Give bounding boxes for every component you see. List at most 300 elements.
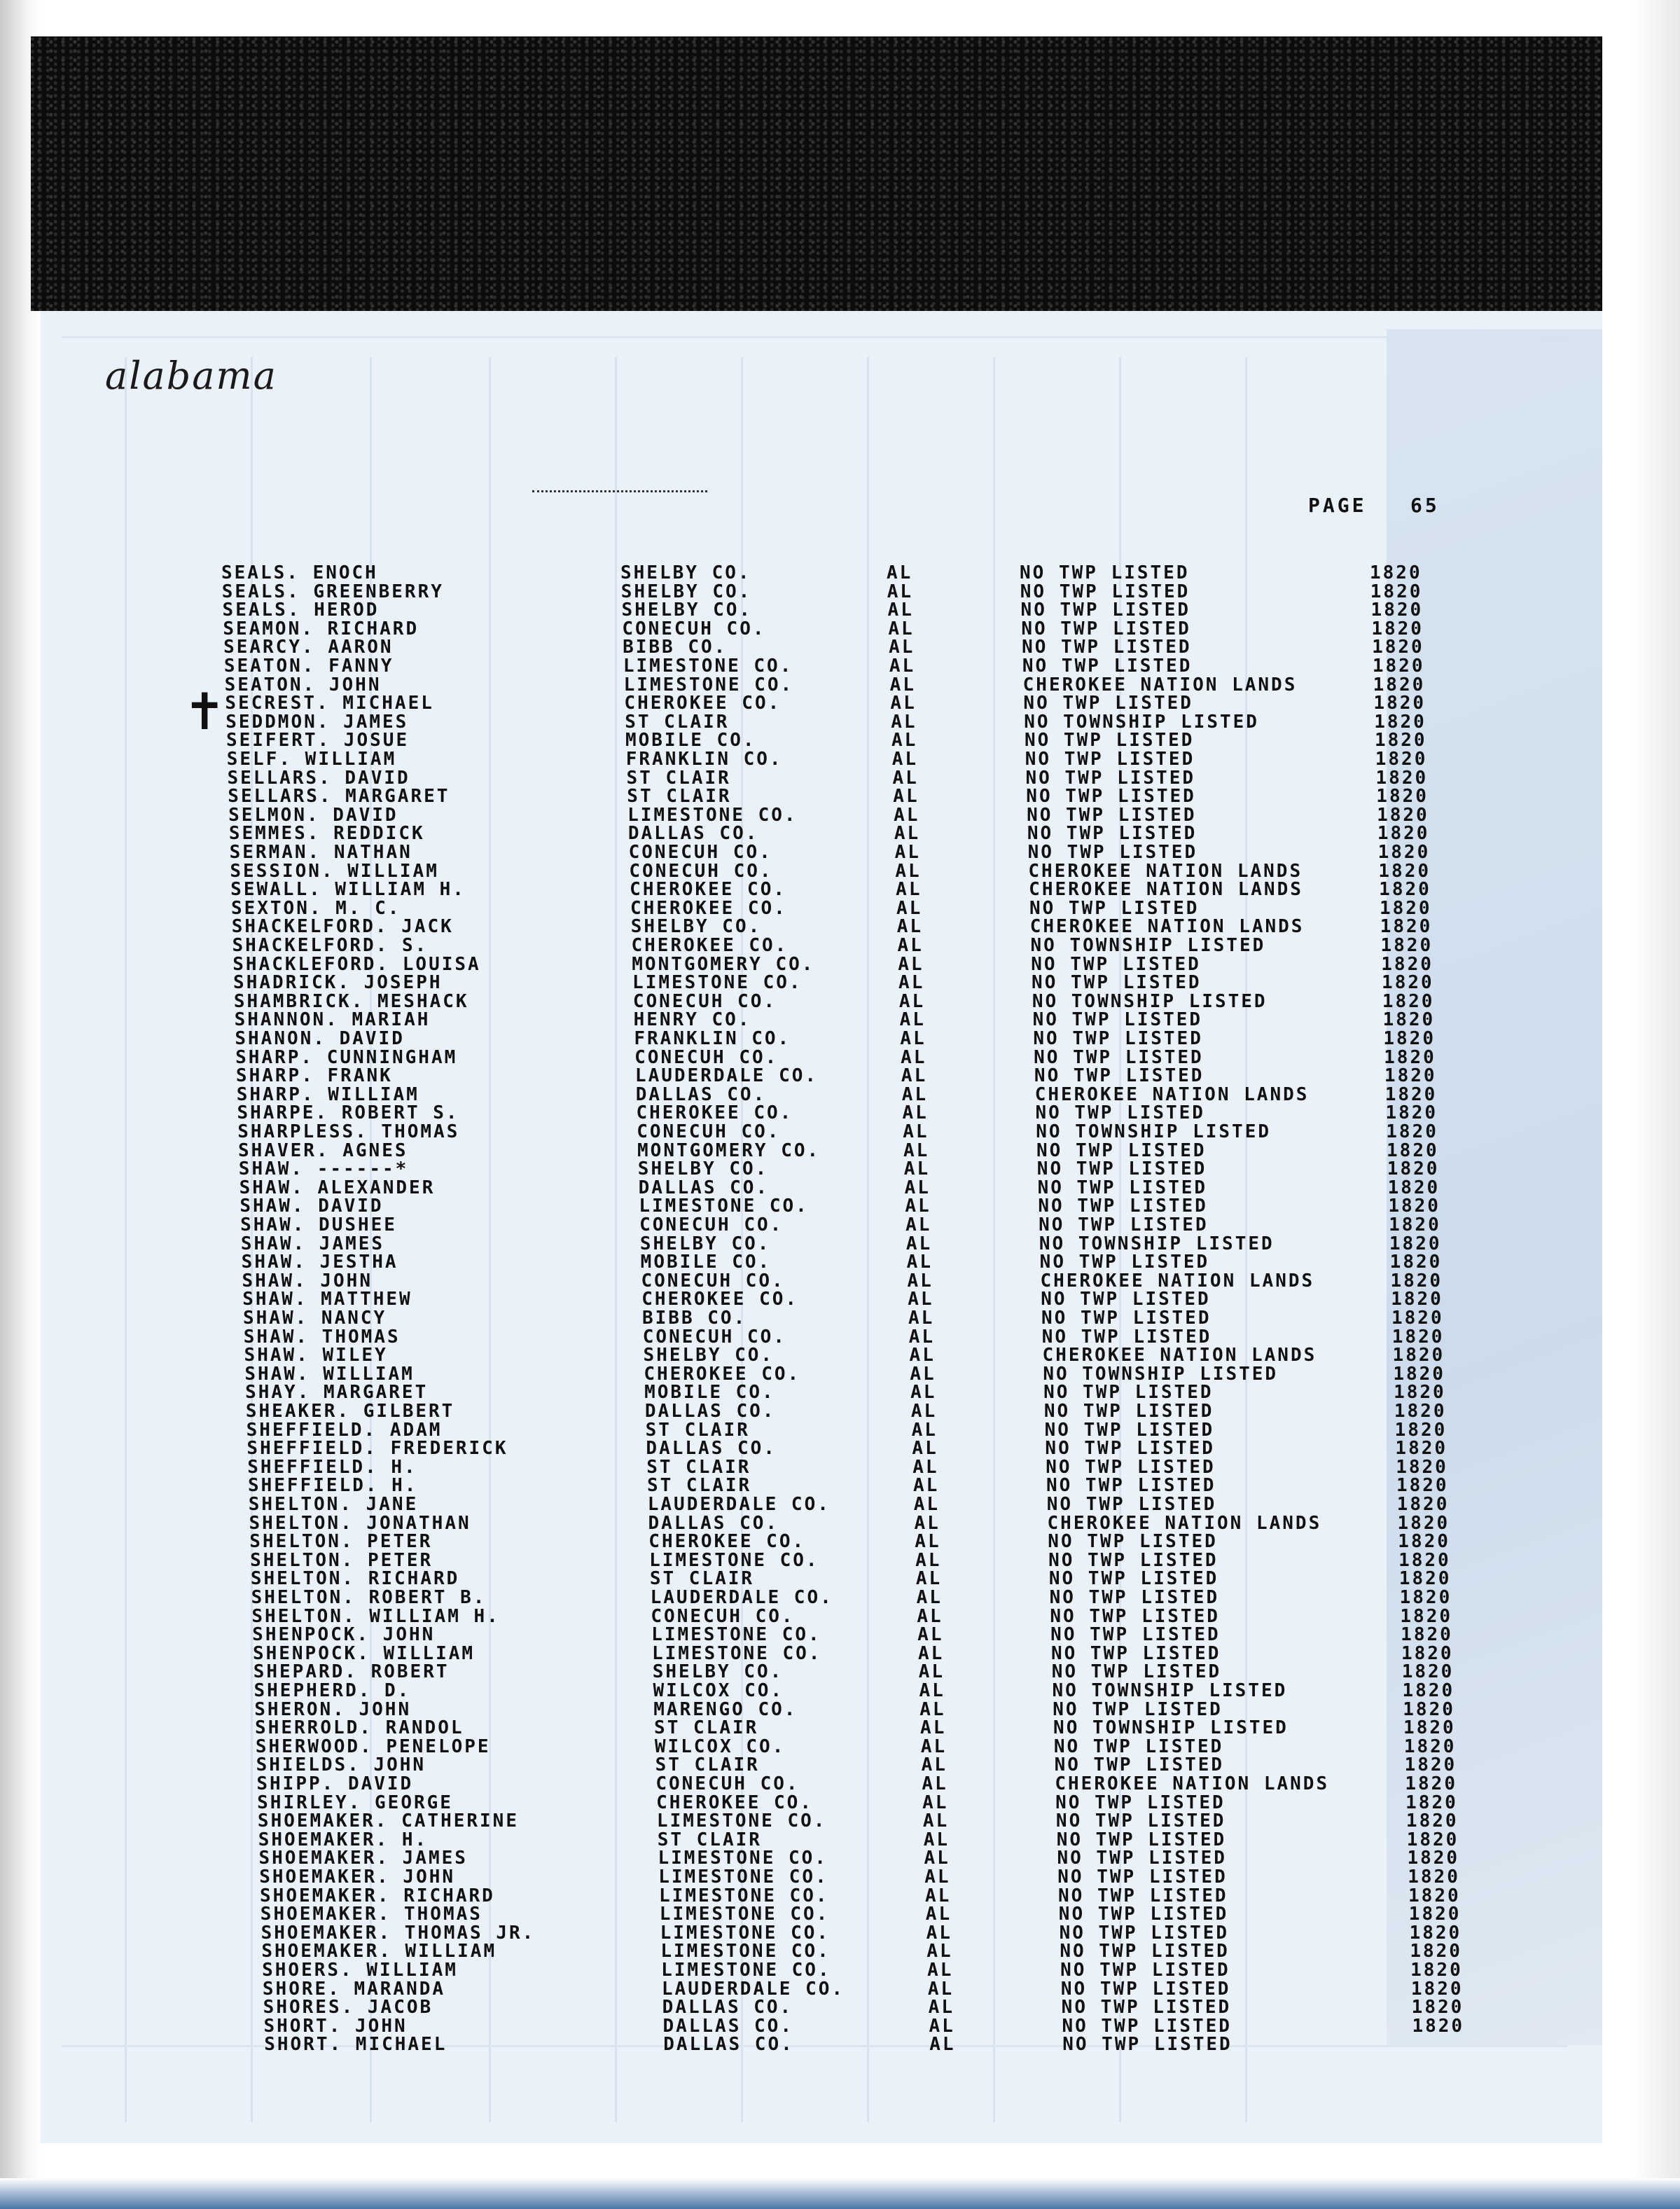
- record-county: CHEROKEE CO.: [644, 1363, 801, 1385]
- record-year: 1820: [1373, 693, 1426, 714]
- record-state: AL: [927, 1960, 954, 1981]
- record-state: AL: [920, 1736, 947, 1757]
- record-name: SEALS. ENOCH: [221, 562, 378, 583]
- record-year: 1820: [1384, 1046, 1436, 1068]
- record-year: 1820: [1377, 804, 1429, 826]
- record-name: SHAW. JAMES: [240, 1233, 385, 1254]
- record-township: CHEROKEE NATION LANDS: [1047, 1512, 1322, 1534]
- record-year: 1820: [1407, 1848, 1460, 1869]
- record-county: DALLAS CO.: [644, 1401, 776, 1422]
- record-state: AL: [898, 953, 924, 975]
- record-year: 1820: [1411, 1997, 1464, 2018]
- record-township: CHEROKEE NATION LANDS: [1040, 1270, 1315, 1292]
- record-name: SHELTON. RICHARD: [250, 1568, 460, 1590]
- record-county: DALLAS CO.: [662, 2015, 793, 2037]
- record-year: 1820: [1382, 1009, 1436, 1031]
- record-year: 1820: [1399, 1587, 1452, 1608]
- record-year: 1820: [1379, 879, 1431, 901]
- record-township: NO TWP LISTED: [1024, 730, 1195, 752]
- record-year: 1820: [1408, 1904, 1462, 1925]
- record-county: LAUDERDALE CO.: [647, 1494, 831, 1515]
- record-name: SHAW. WILEY: [244, 1345, 388, 1366]
- record-year: 1820: [1409, 1922, 1462, 1944]
- record-township: NO TOWNSHIP LISTED: [1043, 1363, 1279, 1385]
- record-township: NO TWP LISTED: [1021, 618, 1191, 639]
- record-township: NO TWP LISTED: [1058, 1885, 1228, 1906]
- record-township: NO TWP LISTED: [1041, 1308, 1212, 1329]
- record-county: LIMESTONE CO.: [623, 656, 793, 677]
- record-name: SHAW. DAVID: [239, 1196, 384, 1217]
- record-township: NO TWP LISTED: [1049, 1587, 1220, 1608]
- ledger-rule: [867, 357, 869, 2122]
- record-name: SHELTON. PETER: [249, 1531, 433, 1553]
- record-state: AL: [923, 1829, 950, 1850]
- record-name: SEIFERT. JOSUE: [225, 730, 410, 752]
- record-state: AL: [901, 1065, 928, 1087]
- record-year: 1820: [1397, 1512, 1450, 1534]
- record-state: AL: [892, 767, 919, 789]
- record-year: 1820: [1385, 1102, 1438, 1124]
- record-county: LIMESTONE CO.: [659, 1904, 830, 1925]
- record-township: NO TWP LISTED: [1020, 562, 1190, 583]
- record-county: ST CLAIR: [654, 1717, 759, 1739]
- record-township: NO TWP LISTED: [1050, 1642, 1221, 1664]
- record-state: AL: [903, 1121, 929, 1142]
- record-name: SHEPARD. ROBERT: [253, 1661, 450, 1683]
- record-township: NO TWP LISTED: [1043, 1401, 1214, 1422]
- record-county: CONECUH CO.: [642, 1326, 786, 1348]
- record-township: NO TWP LISTED: [1036, 1140, 1207, 1161]
- record-county: LIMESTONE CO.: [649, 1549, 819, 1571]
- record-township: NO TWP LISTED: [1020, 600, 1191, 621]
- record-year: 1820: [1394, 1401, 1447, 1422]
- record-county: ST CLAIR: [649, 1568, 755, 1590]
- record-state: AL: [896, 879, 922, 901]
- record-township: NO TWP LISTED: [1055, 1810, 1226, 1832]
- record-township: NO TWP LISTED: [1023, 693, 1193, 714]
- record-county: CHEROKEE CO.: [630, 879, 787, 901]
- record-name: SELLARS. DAVID: [227, 767, 410, 789]
- record-county: LIMESTONE CO.: [661, 1960, 831, 1981]
- record-name: SEAMON. RICHARD: [223, 618, 419, 639]
- record-state: AL: [898, 990, 926, 1012]
- record-township: NO TWP LISTED: [1060, 1941, 1230, 1962]
- record-year: 1820: [1400, 1605, 1453, 1627]
- record-township: NO TWP LISTED: [1027, 804, 1197, 826]
- record-township: NO TWP LISTED: [1027, 842, 1198, 863]
- record-state: AL: [929, 2034, 956, 2056]
- record-township: NO TWP LISTED: [1060, 1960, 1230, 1981]
- record-township: NO TWP LISTED: [1034, 1065, 1205, 1087]
- record-township: NO TWP LISTED: [1046, 1475, 1216, 1497]
- record-township: NO TWP LISTED: [1025, 749, 1195, 770]
- record-name: SHAW. ALEXANDER: [239, 1177, 436, 1198]
- record-year: 1820: [1398, 1531, 1450, 1553]
- record-year: 1820: [1408, 1885, 1461, 1906]
- record-township: CHEROKEE NATION LANDS: [1029, 916, 1305, 938]
- record-township: NO TWP LISTED: [1045, 1438, 1215, 1460]
- cross-mark-icon: ✝: [183, 682, 226, 741]
- record-county: ST CLAIR: [626, 767, 731, 789]
- record-state: AL: [917, 1605, 943, 1627]
- record-year: 1820: [1371, 618, 1424, 639]
- record-name: SHOEMAKER. THOMAS JR.: [261, 1922, 536, 1944]
- record-name: SHARP. WILLIAM: [236, 1083, 419, 1105]
- record-township: NO TWP LISTED: [1053, 1698, 1223, 1720]
- record-name: SHERON. JOHN: [254, 1698, 412, 1720]
- record-township: NO TWP LISTED: [1061, 1997, 1232, 2018]
- record-county: SHELBY CO.: [637, 1158, 769, 1180]
- record-year: 1820: [1403, 1698, 1455, 1720]
- record-county: CONECUH CO.: [632, 990, 777, 1012]
- record-county: MARENGO CO.: [653, 1698, 798, 1720]
- dotted-rule: [532, 490, 707, 492]
- record-year: 1820: [1377, 842, 1431, 863]
- record-state: AL: [926, 1922, 952, 1944]
- record-name: SHAW. DUSHEE: [240, 1214, 397, 1235]
- record-year: 1820: [1370, 600, 1424, 621]
- record-township: NO TWP LISTED: [1058, 1904, 1229, 1925]
- record-township: NO TOWNSHIP LISTED: [1053, 1717, 1289, 1739]
- record-year: 1820: [1403, 1736, 1457, 1757]
- record-township: NO TOWNSHIP LISTED: [1036, 1121, 1272, 1142]
- redacted-header-bar: [31, 36, 1602, 311]
- record-township: CHEROKEE NATION LANDS: [1042, 1345, 1317, 1366]
- record-year: 1820: [1405, 1773, 1457, 1794]
- record-township: NO TWP LISTED: [1036, 1158, 1207, 1180]
- record-year: 1820: [1406, 1829, 1459, 1850]
- record-township: NO TOWNSHIP LISTED: [1030, 935, 1266, 956]
- record-year: 1820: [1392, 1345, 1445, 1366]
- record-name: SHERWOOD. PENELOPE: [255, 1736, 491, 1757]
- record-year: 1820: [1402, 1680, 1455, 1701]
- record-name: SHAMBRICK. MESHACK: [233, 990, 469, 1012]
- record-state: AL: [921, 1754, 947, 1776]
- record-year: 1820: [1374, 711, 1426, 733]
- record-name: SERMAN. NATHAN: [229, 842, 412, 863]
- record-county: SHELBY CO.: [630, 916, 762, 938]
- record-township: NO TWP LISTED: [1031, 953, 1201, 975]
- record-county: SHELBY CO.: [620, 581, 752, 602]
- record-county: DALLAS CO.: [635, 1083, 767, 1105]
- record-county: LIMESTONE CO.: [623, 674, 794, 695]
- record-county: ST CLAIR: [657, 1829, 762, 1850]
- record-year: 1820: [1398, 1568, 1452, 1590]
- record-name: SHAW. JESTHA: [241, 1252, 398, 1273]
- record-year: 1820: [1405, 1792, 1458, 1813]
- record-township: NO TWP LISTED: [1032, 972, 1202, 994]
- record-name: SHEAKER. GILBERT: [245, 1401, 455, 1422]
- record-township: NO TWP LISTED: [1038, 1196, 1208, 1217]
- record-year: 1820: [1408, 1867, 1460, 1888]
- record-name: SHARP. FRANK: [235, 1065, 393, 1087]
- record-county: LIMESTONE CO.: [632, 972, 803, 994]
- record-name: SHOEMAKER. H.: [258, 1829, 429, 1850]
- record-name: SHOEMAKER. RICHARD: [260, 1885, 495, 1906]
- record-state: AL: [910, 1363, 936, 1385]
- record-county: MOBILE CO.: [640, 1252, 772, 1273]
- record-township: NO TWP LISTED: [1050, 1624, 1221, 1646]
- record-township: NO TWP LISTED: [1025, 767, 1196, 789]
- record-county: CHEROKEE CO.: [631, 935, 789, 956]
- record-county: MONTGOMERY CO.: [637, 1140, 821, 1161]
- record-township: CHEROKEE NATION LANDS: [1022, 674, 1298, 695]
- record-name: SHORT. MICHAEL: [264, 2034, 447, 2056]
- record-county: BIBB CO.: [642, 1308, 747, 1329]
- record-year: 1820: [1391, 1289, 1443, 1310]
- record-name: SHEFFIELD. H.: [247, 1456, 417, 1478]
- record-township: NO TOWNSHIP LISTED: [1032, 990, 1268, 1012]
- record-year: 1820: [1404, 1754, 1457, 1776]
- record-county: MOBILE CO.: [644, 1382, 775, 1404]
- record-name: SHAW. MATTHEW: [242, 1289, 412, 1310]
- record-township: NO TWP LISTED: [1022, 656, 1193, 677]
- record-name: SHIELDS. JOHN: [256, 1754, 426, 1776]
- record-name: SHACKELFORD. JACK: [231, 916, 454, 938]
- record-county: MONTGOMERY CO.: [632, 953, 815, 975]
- record-county: LAUDERDALE CO.: [661, 1978, 845, 2000]
- record-name: SESSION. WILLIAM: [230, 860, 439, 882]
- record-name: SEXTON. M. C.: [230, 897, 401, 919]
- record-township: NO TWP LISTED: [1048, 1568, 1219, 1590]
- record-county: ST CLAIR: [655, 1754, 760, 1776]
- record-county: LIMESTONE CO.: [639, 1196, 809, 1217]
- record-year: 1820: [1387, 1158, 1440, 1180]
- record-county: CONECUH CO.: [639, 1214, 784, 1235]
- record-county: CHEROKEE CO.: [656, 1792, 813, 1813]
- record-township: NO TWP LISTED: [1039, 1252, 1210, 1273]
- record-year: 1820: [1383, 1028, 1436, 1049]
- record-name: SHAW. JOHN: [242, 1270, 373, 1292]
- record-name: SEALS. GREENBERRY: [221, 581, 444, 602]
- record-year: 1820: [1384, 1083, 1438, 1105]
- record-year: 1820: [1389, 1252, 1443, 1273]
- record-county: LIMESTONE CO.: [658, 1867, 828, 1888]
- record-year: 1820: [1388, 1196, 1441, 1217]
- record-township: NO TWP LISTED: [1062, 2015, 1232, 2037]
- record-year: 1820: [1374, 730, 1427, 752]
- record-county: LIMESTONE CO.: [651, 1624, 821, 1646]
- record-state: AL: [928, 1997, 954, 2018]
- ledger-rule: [62, 336, 1567, 338]
- record-year: 1820: [1401, 1661, 1455, 1683]
- record-township: NO TWP LISTED: [1046, 1494, 1217, 1515]
- record-township: NO TWP LISTED: [1050, 1605, 1220, 1627]
- record-county: CONECUH CO.: [634, 1046, 779, 1068]
- record-state: AL: [920, 1717, 947, 1739]
- record-state: AL: [915, 1568, 943, 1590]
- record-year: 1820: [1375, 749, 1428, 770]
- record-year: 1820: [1376, 786, 1429, 808]
- record-state: AL: [922, 1810, 950, 1832]
- record-name: SEMMES. REDDICK: [228, 823, 425, 845]
- record-state: AL: [897, 935, 924, 956]
- record-name: SHELTON. WILLIAM H.: [251, 1605, 500, 1627]
- record-year: 1820: [1391, 1326, 1445, 1348]
- record-year: 1820: [1375, 767, 1429, 789]
- record-state: AL: [912, 1438, 938, 1460]
- record-county: DALLAS CO.: [638, 1177, 770, 1198]
- record-state: AL: [889, 674, 916, 695]
- record-township: NO TWP LISTED: [1034, 1046, 1204, 1068]
- record-year: 1820: [1401, 1642, 1454, 1664]
- record-state: AL: [901, 1083, 928, 1105]
- record-county: DALLAS CO.: [662, 1997, 793, 2018]
- record-township: NO TWP LISTED: [1039, 1214, 1209, 1235]
- record-state: AL: [896, 897, 923, 919]
- record-name: SHOEMAKER. JOHN: [259, 1867, 456, 1888]
- record-year: 1820: [1396, 1494, 1450, 1515]
- record-name: SHEPHERD. D.: [254, 1680, 411, 1701]
- record-name: SECREST. MICHAEL: [225, 693, 434, 714]
- record-township: NO TWP LISTED: [1032, 1009, 1203, 1031]
- ledger-rule: [125, 357, 127, 2122]
- record-state: AL: [922, 1792, 949, 1813]
- record-township: NO TWP LISTED: [1041, 1289, 1211, 1310]
- record-year: 1820: [1382, 972, 1434, 994]
- page-number: [1308, 494, 1440, 517]
- record-township: NO TOWNSHIP LISTED: [1052, 1680, 1288, 1701]
- record-state: AL: [908, 1308, 935, 1329]
- record-county: DALLAS CO.: [648, 1512, 779, 1534]
- page-label: PAGE: [1308, 494, 1367, 517]
- record-name: SHACKLEFORD. LOUISA: [232, 953, 481, 975]
- record-state: AL: [919, 1698, 946, 1720]
- record-county: LIMESTONE CO.: [658, 1848, 828, 1869]
- record-county: WILCOX CO.: [653, 1680, 784, 1701]
- record-year: 1820: [1396, 1475, 1449, 1497]
- record-state: AL: [925, 1885, 952, 1906]
- record-county: SHELBY CO.: [621, 600, 753, 621]
- record-name: SEALS. HEROD: [222, 600, 380, 621]
- record-year: 1820: [1394, 1382, 1446, 1404]
- record-name: SHOEMAKER. THOMAS: [260, 1904, 483, 1925]
- record-name: SELMON. DAVID: [228, 804, 398, 826]
- record-township: NO TWP LISTED: [1048, 1549, 1219, 1571]
- record-name: SHANON. DAVID: [235, 1028, 405, 1049]
- record-state: AL: [924, 1867, 951, 1888]
- record-state: AL: [924, 1848, 950, 1869]
- record-county: CONECUH CO.: [622, 618, 766, 639]
- record-county: CHEROKEE CO.: [636, 1102, 793, 1124]
- record-name: SHELTON. JANE: [248, 1494, 419, 1515]
- record-county: LIMESTONE CO.: [660, 1941, 831, 1962]
- scan-edge: [0, 2178, 1680, 2209]
- record-name: SHIPP. DAVID: [256, 1773, 414, 1794]
- record-name: SEWALL. WILLIAM H.: [230, 879, 466, 901]
- record-state: AL: [910, 1401, 938, 1422]
- record-county: CHEROKEE CO.: [624, 693, 782, 714]
- record-name: SHOEMAKER. WILLIAM: [261, 1941, 497, 1962]
- record-state: AL: [916, 1587, 943, 1608]
- record-state: AL: [911, 1419, 938, 1441]
- record-state: AL: [925, 1904, 952, 1925]
- record-year: 1820: [1372, 637, 1424, 658]
- record-year: 1820: [1372, 656, 1425, 677]
- record-state: AL: [912, 1475, 940, 1497]
- record-name: SHACKELFORD. S.: [232, 935, 429, 956]
- record-county: DALLAS CO.: [663, 2034, 794, 2056]
- record-county: CHEROKEE CO.: [648, 1531, 806, 1553]
- record-year: 1820: [1412, 2015, 1465, 2037]
- record-county: DALLAS CO.: [646, 1438, 777, 1460]
- record-name: SHELTON. PETER: [250, 1549, 433, 1571]
- record-county: LIMESTONE CO.: [659, 1885, 829, 1906]
- record-name: SHOEMAKER. CATHERINE: [257, 1810, 519, 1832]
- record-county: LAUDERDALE CO.: [634, 1065, 819, 1087]
- record-year: 1820: [1370, 581, 1423, 602]
- record-township: CHEROKEE NATION LANDS: [1055, 1773, 1330, 1794]
- record-township: NO TWP LISTED: [1046, 1456, 1216, 1478]
- page-value: 65: [1410, 494, 1440, 517]
- record-year: 1820: [1384, 1065, 1437, 1087]
- record-state: AL: [888, 618, 915, 639]
- record-state: AL: [890, 693, 917, 714]
- record-township: NO TWP LISTED: [1059, 1922, 1230, 1944]
- record-state: AL: [914, 1512, 940, 1534]
- record-township: NO TWP LISTED: [1048, 1531, 1218, 1553]
- record-state: AL: [894, 842, 921, 863]
- record-township: NO TWP LISTED: [1020, 581, 1190, 602]
- record-township: NO TWP LISTED: [1053, 1736, 1224, 1757]
- record-year: 1820: [1403, 1717, 1456, 1739]
- record-name: SELLARS. MARGARET: [228, 786, 450, 808]
- record-county: LAUDERDALE CO.: [650, 1587, 833, 1608]
- record-year: 1820: [1410, 1978, 1464, 2000]
- record-township: NO TWP LISTED: [1035, 1102, 1205, 1124]
- record-name: SHORE. MARANDA: [262, 1978, 446, 2000]
- record-county: CONECUH CO.: [629, 860, 773, 882]
- record-township: NO TWP LISTED: [1055, 1792, 1226, 1813]
- record-year: 1820: [1410, 1960, 1463, 1981]
- record-county: SHELBY CO.: [639, 1233, 771, 1254]
- record-county: SHELBY CO.: [620, 562, 751, 583]
- record-township: NO TWP LISTED: [1027, 823, 1197, 845]
- record-state: AL: [905, 1214, 932, 1235]
- record-county: WILCOX CO.: [654, 1736, 786, 1757]
- record-county: SHELBY CO.: [643, 1345, 775, 1366]
- record-name: SEDDMON. JAMES: [225, 711, 409, 733]
- record-name: SHELTON. JONATHAN: [249, 1512, 471, 1534]
- record-name: SHENPOCK. JOHN: [252, 1624, 436, 1646]
- record-township: NO TWP LISTED: [1057, 1848, 1227, 1869]
- record-county: HENRY CO.: [633, 1009, 751, 1031]
- record-year: 1820: [1393, 1363, 1445, 1385]
- record-county: CONECUH CO.: [637, 1121, 781, 1142]
- record-year: 1820: [1410, 1941, 1462, 1962]
- record-name: SHORT. JOHN: [263, 2015, 408, 2037]
- ledger-rule: [615, 357, 617, 2122]
- record-county: LIMESTONE CO.: [656, 1810, 827, 1832]
- record-year: 1820: [1373, 674, 1426, 695]
- record-state: AL: [927, 1978, 954, 2000]
- record-township: NO TWP LISTED: [1041, 1326, 1212, 1348]
- record-state: AL: [922, 1773, 948, 1794]
- record-state: AL: [907, 1270, 933, 1292]
- record-state: AL: [887, 562, 913, 583]
- record-township: NO TWP LISTED: [1033, 1028, 1203, 1049]
- record-state: AL: [929, 2015, 955, 2037]
- record-county: ST CLAIR: [646, 1456, 751, 1478]
- record-name: SHADRICK. JOSEPH: [233, 972, 443, 994]
- record-name: SHAW. THOMAS: [243, 1326, 401, 1348]
- record-name: SEARCY. AARON: [223, 637, 394, 658]
- record-year: 1820: [1387, 1177, 1441, 1198]
- record-state: AL: [893, 786, 919, 808]
- record-state: AL: [891, 730, 918, 752]
- record-name: SHELTON. ROBERT B.: [251, 1587, 487, 1608]
- record-county: CHEROKEE CO.: [630, 897, 787, 919]
